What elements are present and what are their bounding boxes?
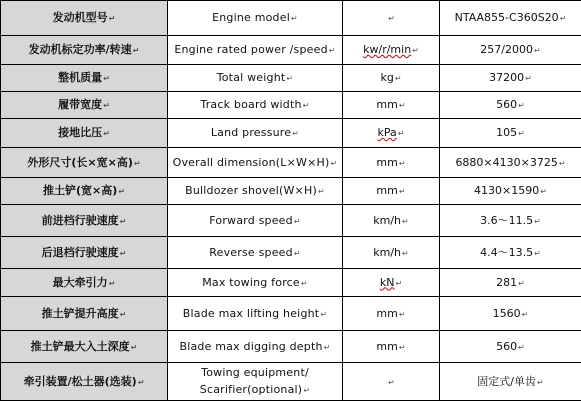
paragraph-mark-icon: ↵: [109, 14, 116, 23]
paragraph-mark-icon: ↵: [120, 310, 127, 319]
spec-name-cn: 外形尺寸(长×宽×高)↵: [1, 148, 168, 178]
paragraph-mark-icon: ↵: [540, 187, 547, 196]
spec-value: 4130×1590↵: [440, 178, 581, 205]
paragraph-mark-icon: ↵: [560, 14, 567, 23]
spec-value: 固定式/单齿↵: [440, 363, 581, 401]
paragraph-mark-icon: ↵: [318, 187, 325, 196]
spec-unit: kPa↵: [343, 119, 440, 148]
spec-name-cn: 推土铲提升高度↵: [1, 297, 168, 331]
paragraph-mark-icon: ↵: [518, 129, 525, 138]
table-row: [1, 178, 581, 205]
paragraph-mark-icon: ↵: [388, 14, 395, 23]
spec-value: 6880×4130×3725↵: [440, 148, 581, 178]
table-row: [1, 297, 581, 331]
paragraph-mark-icon: ↵: [395, 74, 402, 83]
spec-unit: [343, 1, 440, 36]
paragraph-mark-icon: ↵: [294, 249, 301, 258]
paragraph-mark-icon: ↵: [320, 310, 327, 319]
spec-value: NTAA855-C360S20↵: [440, 1, 581, 36]
spec-name-en: Max towing force↵: [168, 269, 343, 297]
table-row: [1, 331, 581, 363]
spec-name-cn: 推土铲(宽×高)↵: [1, 178, 168, 205]
spec-unit: kN↵: [343, 269, 440, 297]
spec-name-cn: 发动机型号↵: [1, 1, 168, 36]
spec-name-en: Engine model↵: [168, 1, 343, 36]
spec-name-en: Total weight↵: [168, 65, 343, 92]
paragraph-mark-icon: ↵: [518, 279, 525, 288]
spec-unit: [343, 363, 440, 401]
spec-value: 560↵: [440, 331, 581, 363]
paragraph-mark-icon: ↵: [402, 249, 409, 258]
spec-name-cn: 接地比压↵: [1, 119, 168, 148]
paragraph-mark-icon: ↵: [399, 310, 406, 319]
spec-unit: mm↵: [343, 331, 440, 363]
paragraph-mark-icon: ↵: [103, 101, 110, 110]
paragraph-mark-icon: ↵: [388, 378, 395, 387]
table-row: [1, 1, 581, 36]
spec-unit: km/h↵: [343, 237, 440, 269]
table-row: [1, 363, 581, 401]
paragraph-mark-icon: ↵: [518, 101, 525, 110]
paragraph-mark-icon: ↵: [402, 217, 409, 226]
paragraph-mark-icon: ↵: [134, 159, 141, 168]
spec-unit: kw/r/min↵: [343, 36, 440, 65]
spec-value: 281↵: [440, 269, 581, 297]
paragraph-mark-icon: ↵: [399, 187, 406, 196]
paragraph-mark-icon: ↵: [120, 249, 127, 258]
table-row: [1, 237, 581, 269]
spec-unit: mm↵: [343, 148, 440, 178]
paragraph-mark-icon: ↵: [109, 279, 116, 288]
spec-name-en: Reverse speed↵: [168, 237, 343, 269]
spec-name-cn: 牵引装置/松土器(选装)↵: [1, 363, 168, 401]
spec-name-en: Blade max digging depth↵: [168, 331, 343, 363]
spec-value: 3.6～11.5↵: [440, 205, 581, 237]
table-row: [1, 65, 581, 92]
paragraph-mark-icon: ↵: [291, 14, 298, 23]
paragraph-mark-icon: ↵: [286, 74, 293, 83]
spec-unit: km/h↵: [343, 205, 440, 237]
table-row: [1, 36, 581, 65]
spec-name-cn: 最大牵引力↵: [1, 269, 168, 297]
paragraph-mark-icon: ↵: [118, 187, 125, 196]
paragraph-mark-icon: ↵: [534, 217, 541, 226]
paragraph-mark-icon: ↵: [534, 46, 541, 55]
paragraph-mark-icon: ↵: [131, 343, 138, 352]
spec-name-cn: 发动机标定功率/转速↵: [1, 36, 168, 65]
spec-name-cn: 后退档行驶速度↵: [1, 237, 168, 269]
paragraph-mark-icon: ↵: [303, 101, 310, 110]
spec-name-en: Forward speed↵: [168, 205, 343, 237]
spec-name-cn: 前进档行驶速度↵: [1, 205, 168, 237]
spec-unit: mm↵: [343, 178, 440, 205]
paragraph-mark-icon: ↵: [301, 279, 308, 288]
paragraph-mark-icon: ↵: [324, 343, 331, 352]
table-row: [1, 148, 581, 178]
table-row: [1, 205, 581, 237]
table-row: [1, 119, 581, 148]
paragraph-mark-icon: ↵: [138, 378, 145, 387]
paragraph-mark-icon: ↵: [329, 46, 336, 55]
spec-value: 1560↵: [440, 297, 581, 331]
spec-name-en: Engine rated power /speed↵: [168, 36, 343, 65]
table-row: [1, 269, 581, 297]
spec-unit: mm↵: [343, 92, 440, 119]
spec-unit: kg↵: [343, 65, 440, 92]
spec-table-body: [1, 1, 581, 401]
spec-name-cn: 推土铲最大入土深度↵: [1, 331, 168, 363]
table-row: [1, 92, 581, 119]
spec-name-en: Bulldozer shovel(W×H)↵: [168, 178, 343, 205]
spec-name-en: Overall dimension(L×W×H)↵: [168, 148, 343, 178]
paragraph-mark-icon: ↵: [399, 343, 406, 352]
paragraph-mark-icon: ↵: [120, 217, 127, 226]
paragraph-mark-icon: ↵: [518, 343, 525, 352]
spec-value: 560↵: [440, 92, 581, 119]
spec-value: 37200↵: [440, 65, 581, 92]
paragraph-mark-icon: ↵: [559, 159, 566, 168]
spec-name-en: Track board width↵: [168, 92, 343, 119]
spec-value: 257/2000↵: [440, 36, 581, 65]
paragraph-mark-icon: ↵: [103, 74, 110, 83]
paragraph-mark-icon: ↵: [534, 249, 541, 258]
paragraph-mark-icon: ↵: [395, 279, 402, 288]
spec-name-en: Land pressure↵: [168, 119, 343, 148]
paragraph-mark-icon: ↵: [303, 386, 310, 395]
paragraph-mark-icon: ↵: [399, 159, 406, 168]
paragraph-mark-icon: ↵: [133, 46, 140, 55]
paragraph-mark-icon: ↵: [412, 46, 419, 55]
spec-name-cn: 整机质量↵: [1, 65, 168, 92]
paragraph-mark-icon: ↵: [294, 217, 301, 226]
paragraph-mark-icon: ↵: [398, 129, 405, 138]
spec-value: 4.4～13.5↵: [440, 237, 581, 269]
paragraph-mark-icon: ↵: [292, 129, 299, 138]
spec-unit: mm↵: [343, 297, 440, 331]
spec-value: 105↵: [440, 119, 581, 148]
paragraph-mark-icon: ↵: [525, 74, 532, 83]
spec-name-en: Blade max lifting height↵: [168, 297, 343, 331]
spec-name-en: Towing equipment/ Scarifier(optional)↵: [168, 363, 343, 401]
paragraph-mark-icon: ↵: [399, 101, 406, 110]
paragraph-mark-icon: ↵: [537, 378, 544, 387]
paragraph-mark-icon: ↵: [330, 159, 337, 168]
spec-name-cn: 履带宽度↵: [1, 92, 168, 119]
paragraph-mark-icon: ↵: [522, 310, 529, 319]
paragraph-mark-icon: ↵: [103, 129, 110, 138]
